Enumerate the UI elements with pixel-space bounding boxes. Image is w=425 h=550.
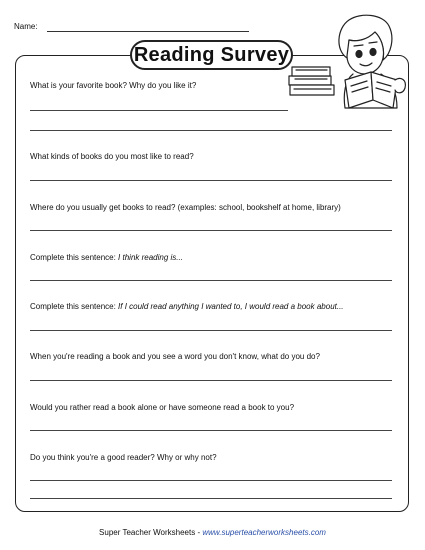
question-4: Complete this sentence: I think reading is... — [30, 253, 183, 262]
answer-line[interactable] — [30, 180, 392, 181]
question-3: Where do you usually get books to read? (examples: school, bookshelf at home, library) — [30, 203, 341, 212]
survey-frame — [15, 55, 409, 512]
answer-line[interactable] — [30, 380, 392, 381]
question-7: Would you rather read a book alone or have someone read a book to you? — [30, 403, 295, 412]
answer-line[interactable] — [30, 330, 392, 331]
footer-url-link[interactable]: www.superteacherworksheets.com — [202, 528, 326, 537]
footer-separator: - — [195, 528, 203, 537]
question-8: Do you think you're a good reader? Why or why not? — [30, 453, 217, 462]
answer-line[interactable] — [30, 110, 288, 111]
answer-line[interactable] — [30, 130, 392, 131]
child-reading-book-icon — [287, 10, 415, 110]
question-5: Complete this sentence: If I could read anything I wanted to, I would read a book about... — [30, 302, 344, 311]
worksheet-title: Reading Survey — [130, 40, 293, 70]
question-6: When you're reading a book and you see a word you don't know, what do you do? — [30, 352, 320, 361]
question-2: What kinds of books do you most like to read? — [30, 152, 194, 161]
answer-line[interactable] — [30, 498, 392, 499]
question-1: What is your favorite book? Why do you like it? — [30, 81, 197, 90]
answer-line[interactable] — [30, 280, 392, 281]
answer-line[interactable] — [30, 430, 392, 431]
answer-line[interactable] — [30, 480, 392, 481]
name-answer-line[interactable] — [47, 31, 249, 32]
footer — [0, 528, 425, 537]
answer-line[interactable] — [30, 230, 392, 231]
name-label: Name: — [14, 22, 38, 31]
footer-brand: Super Teacher Worksheets — [99, 528, 196, 537]
